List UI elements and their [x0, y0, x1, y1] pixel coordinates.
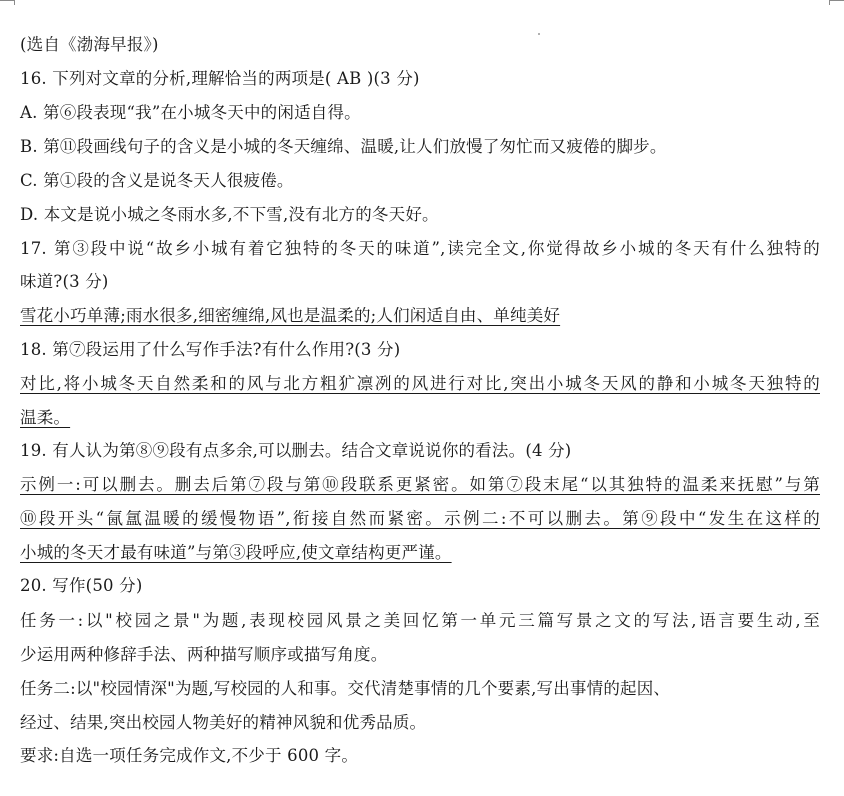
page-corner-mark-left: [0, 0, 15, 5]
question-20: 20. 写作(50 分): [20, 576, 143, 595]
answer-19-line-2: ⑩段开头“氤氲温暖的缓慢物语”,衔接自然而紧密。示例二:不可以删去。第⑨段中“发生在这样的: [20, 509, 820, 528]
task-1-line-1: 任务一:以"校园之景"为题,表现校园风景之美回忆第一单元三篇写景之文的写法,语言要生动,至: [20, 611, 820, 630]
question-18: 18. 第⑦段运用了什么写作手法?有什么作用?(3 分): [20, 340, 401, 359]
task-2-line-1: 任务二:以"校园情深"为题,写校园的人和事。交代清楚事情的几个要素,写出事情的起因、: [20, 679, 671, 698]
question-17-line-1: 17. 第③段中说“故乡小城有着它独特的冬天的味道”,读完全文,你觉得故乡小城的冬天有什么独特的: [20, 239, 820, 258]
answer-18-line-2: 温柔。: [20, 408, 71, 427]
requirements: 要求:自选一项任务完成作文,不少于 600 字。: [20, 746, 359, 765]
option-a: A. 第⑥段表现“我”在小城冬天中的闲适自得。: [20, 103, 361, 122]
task-2-line-2: 经过、结果,突出校园人物美好的精神风貌和优秀品质。: [20, 713, 427, 732]
option-c: C. 第①段的含义是说冬天人很疲倦。: [20, 171, 294, 190]
answer-19-line-1: 示例一:可以删去。删去后第⑦段与第⑩段联系更紧密。如第⑦段末尾“以其独特的温柔来抚慰”与第: [20, 475, 820, 494]
question-16: 16. 下列对文章的分析,理解恰当的两项是( AB )(3 分): [20, 69, 420, 88]
answer-17: 雪花小巧单薄;雨水很多,细密缠绵,风也是温柔的;人们闲适自由、单纯美好: [20, 306, 561, 325]
option-d: D. 本文是说小城之冬雨水多,不下雪,没有北方的冬天好。: [20, 205, 439, 224]
question-19: 19. 有人认为第⑧⑨段有点多余,可以删去。结合文章说说你的看法。(4 分): [20, 441, 572, 460]
page-corner-mark-right: [829, 0, 844, 5]
question-17-line-2: 味道?(3 分): [20, 272, 109, 291]
task-1-line-2: 少运用两种修辞手法、两种描写顺序或描写角度。: [20, 645, 388, 664]
answer-18-line-1: 对比,将小城冬天自然柔和的风与北方粗犷凛冽的风进行对比,突出小城冬天风的静和小城冬天独特的: [20, 374, 820, 393]
option-b: B. 第⑪段画线句子的含义是小城的冬天缠绵、温暖,让人们放慢了匆忙而又疲倦的脚步。: [20, 137, 667, 156]
answer-19-line-3: 小城的冬天才最有味道”与第③段呼应,使文章结构更严谨。: [20, 543, 452, 562]
source-citation: (选自《渤海早报》): [20, 35, 159, 54]
